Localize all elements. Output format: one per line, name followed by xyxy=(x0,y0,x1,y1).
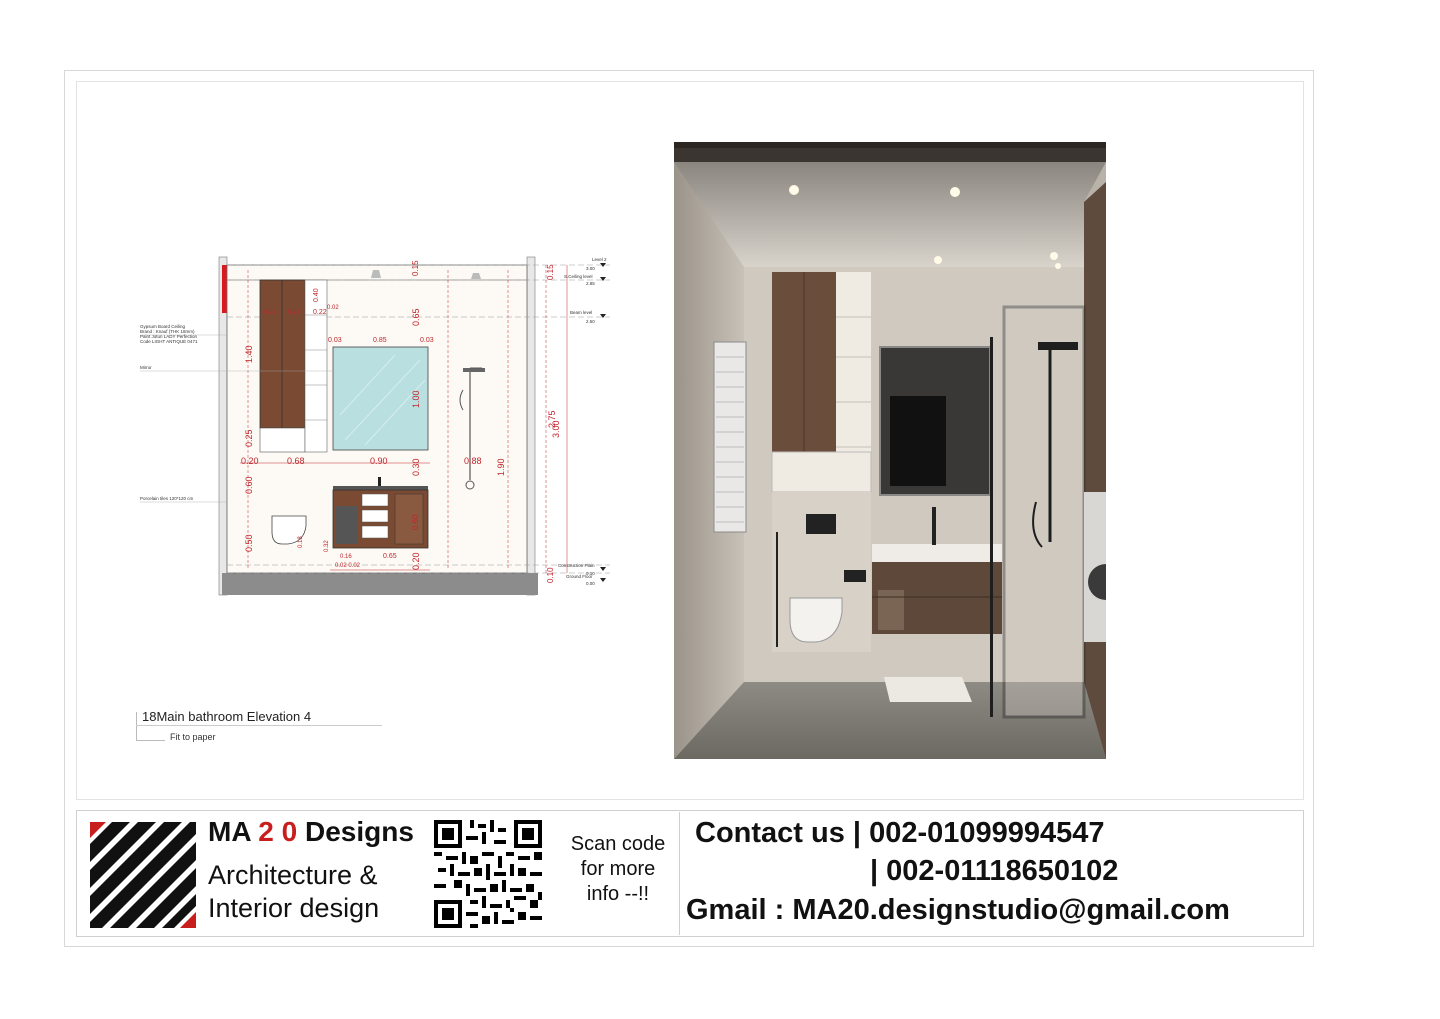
note-mirror: Mirror xyxy=(140,365,152,370)
scan-line-3: info --!! xyxy=(586,883,650,905)
brand-name-suffix: Designs xyxy=(297,816,414,847)
dim-3-00: 3.00 xyxy=(551,420,561,438)
level-2-value: 3.00 xyxy=(586,266,595,271)
dim-0-03-left: 0.03 xyxy=(328,337,342,344)
note-ceiling-4: Code LIGHT ANTIQUE 0471 xyxy=(140,339,198,344)
note-tiles: Porcelain tiles 120*120 cm xyxy=(140,496,194,501)
brand-name-number: 2 0 xyxy=(258,816,298,847)
brand-name xyxy=(208,816,414,848)
dim-0-60-vanity: 0.60 xyxy=(411,514,420,530)
drawing-title: 18Main bathroom Elevation 4 xyxy=(142,709,312,724)
dim-0-20-left: 0.20 xyxy=(241,456,259,466)
dim-0-88: 0.88 xyxy=(464,456,482,466)
dim-0-15-right: 0.15 xyxy=(546,264,555,280)
elevation-drawing xyxy=(130,240,620,760)
level-beam-label: Beam level xyxy=(570,310,593,315)
dim-0-02: 0.02 xyxy=(327,305,339,311)
scan-line-2: for more xyxy=(580,858,656,880)
dim-0-20-vanity: 0.20 xyxy=(411,552,421,570)
dim-0-40: 0.40 xyxy=(313,288,320,302)
dim-0-18: 0.18 xyxy=(298,536,304,548)
contact-email[interactable]: Gmail : MA20.designstudio@gmail.com xyxy=(686,894,1230,926)
ma20-logo-icon xyxy=(90,822,196,928)
title-block-divider xyxy=(679,812,680,935)
qr-code-icon[interactable] xyxy=(434,820,542,928)
dim-0-85: 0.85 xyxy=(373,337,387,344)
dim-0-65: 0.65 xyxy=(411,308,421,326)
brand-tagline-1: Architecture & xyxy=(208,860,378,890)
dim-0-65-vanity: 0.65 xyxy=(383,553,397,560)
level-beam-value: 2.50 xyxy=(586,319,595,324)
scan-code-text xyxy=(558,832,678,907)
level-ceiling-label: S.Ceiling level xyxy=(564,274,593,279)
dim-1-90: 1.90 xyxy=(496,458,506,476)
note-ceiling-3: Paint Jotun LADY Perfection xyxy=(140,334,197,339)
dim-1-40: 1.40 xyxy=(244,345,254,363)
dim-0-15-top: 0.15 xyxy=(411,260,420,276)
level-ground-value: 0.00 xyxy=(586,581,595,586)
dim-1-00: 1.00 xyxy=(411,390,421,408)
dim-0-68: 0.68 xyxy=(287,456,305,466)
note-ceiling-1: Gypsum Board Ceiling xyxy=(140,324,186,329)
dim-0-32: 0.32 xyxy=(324,540,330,552)
level-ground-label: Ground Floor xyxy=(566,574,593,579)
bathroom-render-image xyxy=(674,142,1106,759)
drawing-scale-note: Fit to paper xyxy=(170,732,216,742)
dim-0-03-right: 0.03 xyxy=(420,337,434,344)
contact-phone-2[interactable]: | 002-01118650102 xyxy=(870,855,1119,887)
dim-0-16: 0.16 xyxy=(340,554,352,560)
dim-0-21-b: 0.21 xyxy=(288,310,300,316)
brand-name-prefix: MA xyxy=(208,816,259,847)
brand-tagline-2: Interior design xyxy=(208,893,380,923)
dim-0-25: 0.25 xyxy=(244,429,254,447)
level-2-label: Level 2 xyxy=(592,257,607,262)
dim-0-60-left: 0.60 xyxy=(244,476,254,494)
dim-0-10: 0.10 xyxy=(546,567,555,583)
level-construction-label: Construction Plain xyxy=(558,563,595,568)
dim-2-75: 2.75 xyxy=(547,410,557,428)
scan-line-1: Scan code xyxy=(570,833,666,855)
caption-underline xyxy=(136,725,382,726)
dim-0-50: 0.50 xyxy=(244,534,254,552)
contact-phone-1[interactable]: Contact us | 002-01099994547 xyxy=(695,817,1105,849)
dim-0-21-a: 0.21 xyxy=(264,310,276,316)
note-ceiling-2: Brand : Knauf (THK 18mm) xyxy=(140,329,195,334)
level-construction-value: 0.10 xyxy=(586,571,595,576)
dim-0-30-vanity: 0.30 xyxy=(411,458,421,476)
dim-0-02-pair: 0.02 0.02 xyxy=(335,563,361,569)
level-ceiling-value: 2.85 xyxy=(586,281,595,286)
dim-0-22: 0.22 xyxy=(313,309,327,316)
dim-0-90: 0.90 xyxy=(370,456,388,466)
